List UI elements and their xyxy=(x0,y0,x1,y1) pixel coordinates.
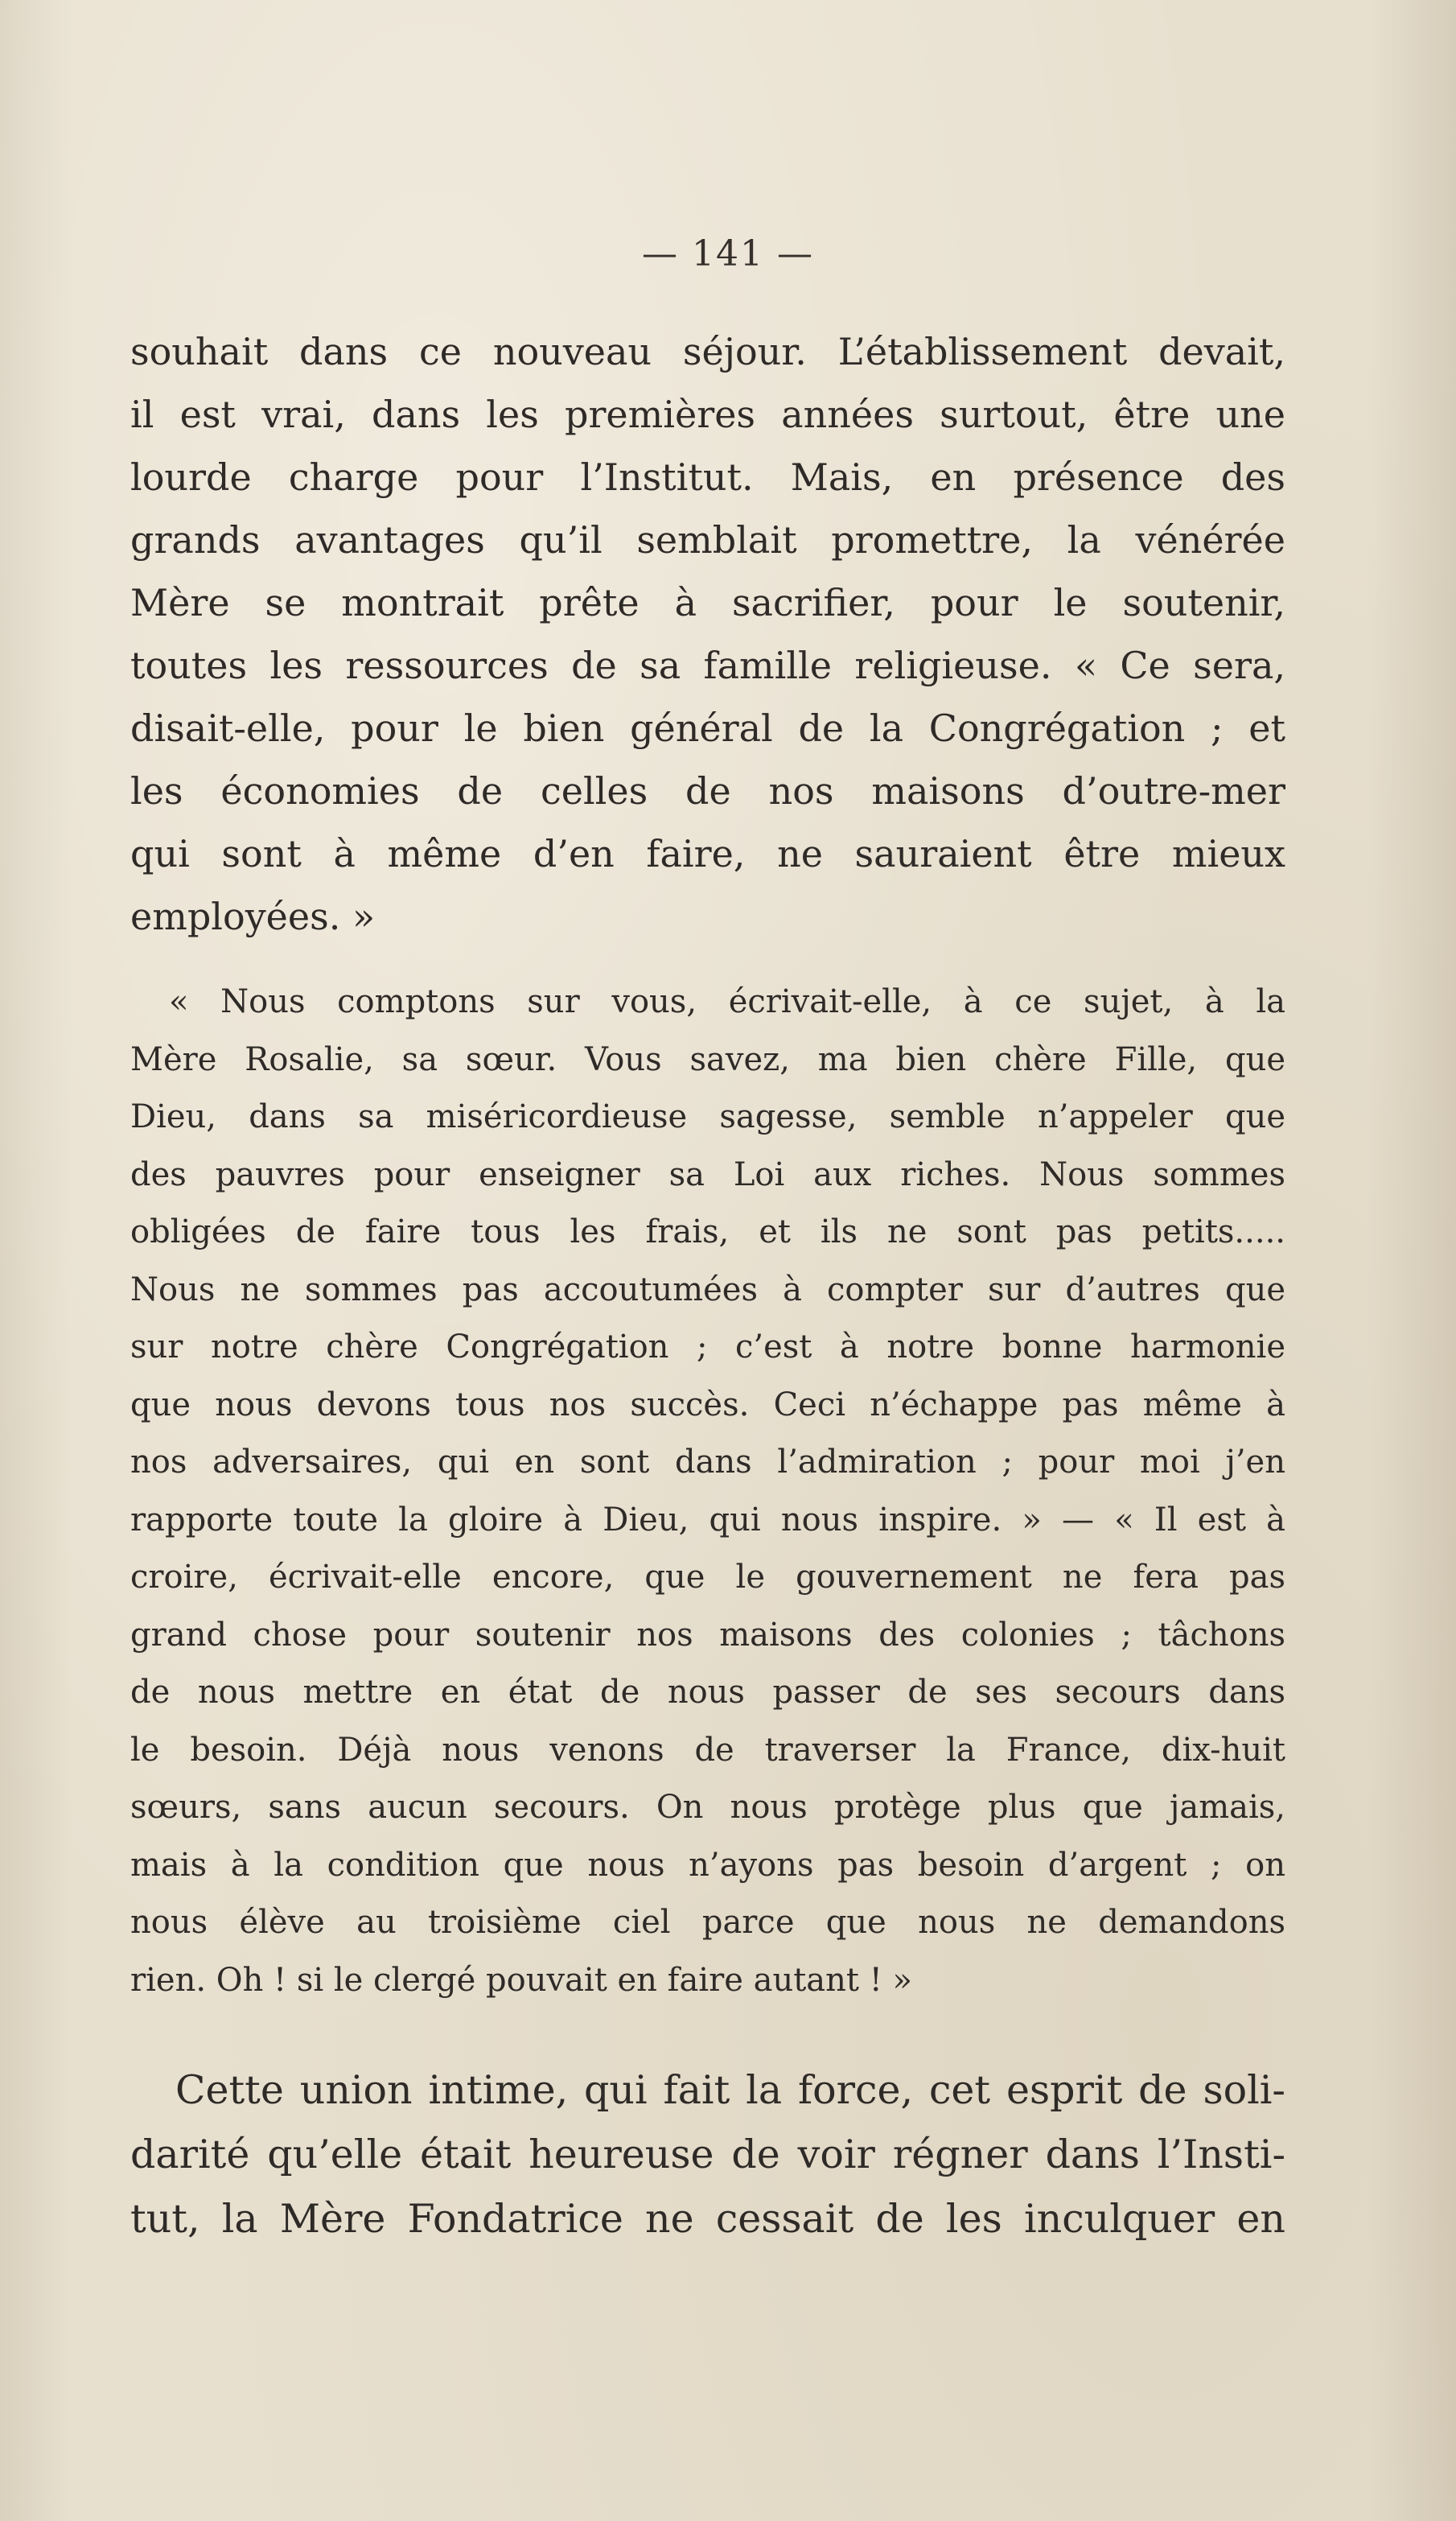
text-line: souhait dans ce nouveau séjour. L’établissement devait, xyxy=(130,330,1285,373)
text-line: toutes les ressources de sa famille religieuse. « Ce sera, xyxy=(130,644,1285,687)
text-line: de nous mettre en état de nous passer de ses secours dans xyxy=(130,1674,1285,1711)
text-line: il est vrai, dans les premières années surtout, être une xyxy=(130,393,1285,436)
text-line: Nous ne sommes pas accoutumées à compter sur d’autres que xyxy=(130,1271,1285,1308)
text-line: Cette union intime, qui fait la force, cet esprit de soli- xyxy=(175,2067,1285,2113)
text-line: sur notre chère Congrégation ; c’est à notre bonne harmonie xyxy=(130,1328,1285,1366)
page-number: — 141 — xyxy=(642,233,814,274)
text-line: le besoin. Déjà nous venons de traverser la France, dix-huit xyxy=(130,1731,1285,1769)
text-line: des pauvres pour enseigner sa Loi aux riches. Nous sommes xyxy=(130,1155,1285,1193)
text-line: disait-elle, pour le bien général de la Congrégation ; et xyxy=(130,706,1285,750)
text-line: rien. Oh ! si le clergé pouvait en faire autant ! » xyxy=(130,1961,912,1999)
text-line: nos adversaires, qui en sont dans l’admiration ; pour moi j’en xyxy=(130,1444,1285,1481)
text-line: que nous devons tous nos succès. Ceci n’échappe pas même à xyxy=(130,1386,1285,1423)
paragraph-1 xyxy=(130,320,1285,948)
text-line: darité qu’elle était heureuse de voir régner dans l’Insti- xyxy=(130,2132,1285,2177)
text-line: Mère Rosalie, sa sœur. Vous savez, ma bien chère Fille, que xyxy=(130,1040,1285,1078)
text-line: tut, la Mère Fondatrice ne cessait de les inculquer en xyxy=(130,2196,1285,2242)
text-line: les économies de celles de nos maisons d’outre-mer xyxy=(130,769,1285,813)
text-line: sœurs, sans aucun secours. On nous protège plus que jamais, xyxy=(130,1789,1285,1826)
text-line: Mère se montrait prête à sacrifier, pour le soutenir, xyxy=(130,581,1285,624)
text-line: croire, écrivait-elle encore, que le gouvernement ne fera pas xyxy=(130,1559,1285,1596)
paragraph-3 xyxy=(130,2058,1285,2251)
paragraph-2-quotation xyxy=(130,974,1285,2009)
text-line: nous élève au troisième ciel parce que nous ne demandons xyxy=(130,1904,1285,1941)
text-line: grand chose pour soutenir nos maisons des colonies ; tâchons xyxy=(130,1616,1285,1654)
text-line: obligées de faire tous les frais, et ils ne sont pas petits..... xyxy=(130,1213,1285,1250)
text-line: rapporte toute la gloire à Dieu, qui nous inspire. » — « Il est à xyxy=(130,1501,1285,1539)
text-line: qui sont à même d’en faire, ne sauraient être mieux xyxy=(130,832,1285,875)
text-line: grands avantages qu’il semblait promettre, la vénérée xyxy=(130,518,1285,562)
text-line: lourde charge pour l’Institut. Mais, en présence des xyxy=(130,455,1285,499)
text-line: « Nous comptons sur vous, écrivait-elle, à ce sujet, à la xyxy=(169,983,1285,1020)
text-line: mais à la condition que nous n’ayons pas besoin d’argent ; on xyxy=(130,1846,1285,1884)
text-line: employées. » xyxy=(130,895,376,938)
text-line: Dieu, dans sa miséricordieuse sagesse, semble n’appeler que xyxy=(130,1098,1285,1135)
